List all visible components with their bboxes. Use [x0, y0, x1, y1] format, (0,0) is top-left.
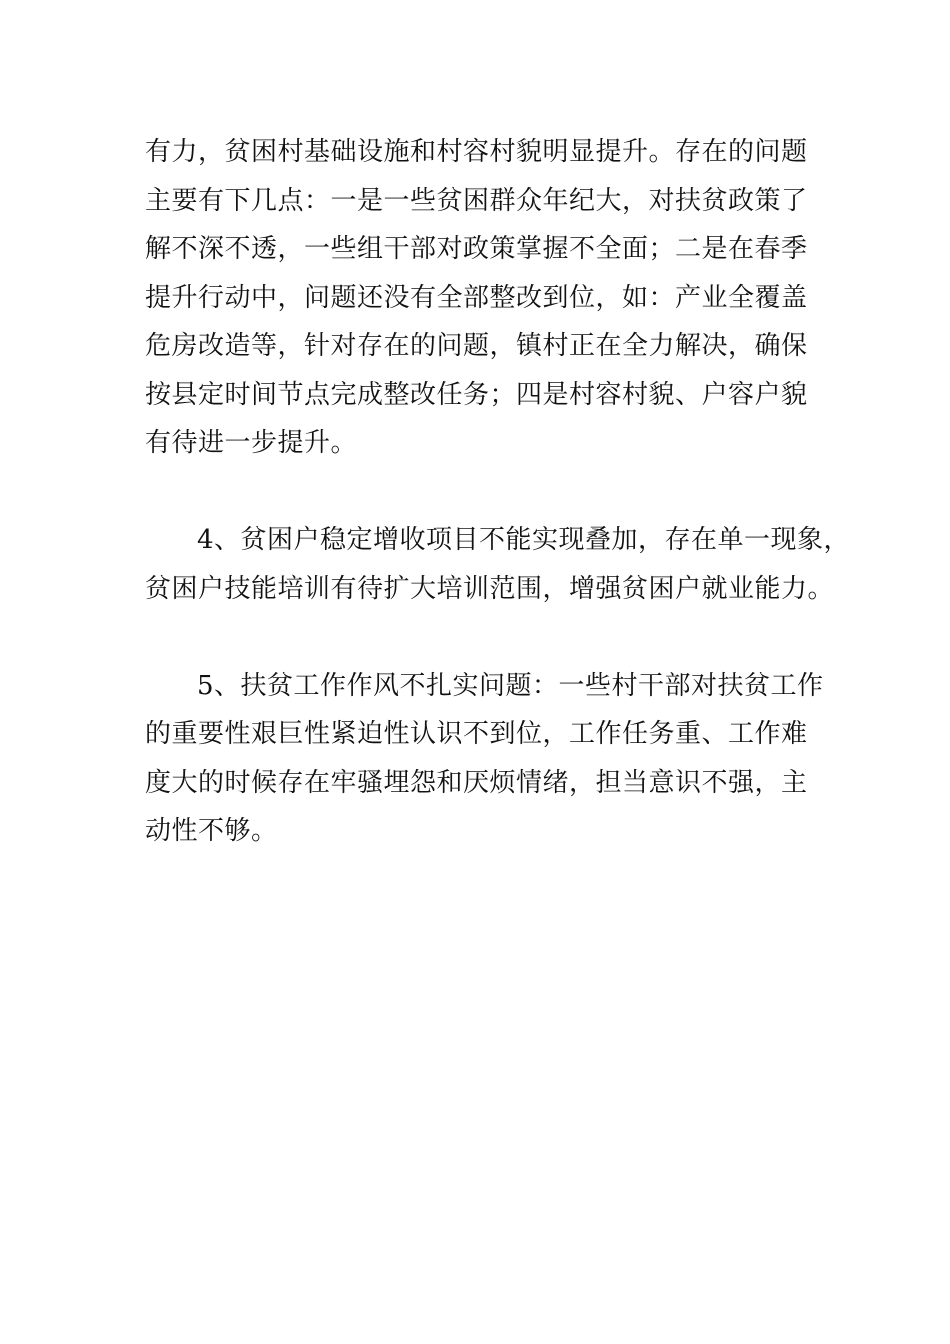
- paragraph-line: 按县定时间节点完成整改任务；四是村容村貌、户容户貌: [145, 379, 808, 410]
- document-body: [145, 128, 851, 856]
- paragraph-spacer: [145, 468, 821, 517]
- paragraph-line: 危房改造等，针对存在的问题，镇村正在全力解决，确保: [145, 331, 808, 361]
- paragraph-line: 4、贫困户稳定增收项目不能实现叠加，存在单一现象，: [197, 525, 851, 555]
- paragraph-line: 的重要性艰巨性紧迫性认识不到位，工作任务重、工作难: [145, 719, 808, 749]
- paragraph-line: 主要有下几点：一是一些贫困群众年纪大，对扶贫政策了: [145, 185, 808, 216]
- paragraph-spacer: [145, 613, 821, 662]
- paragraph-line: 贫困户技能培训有待扩大培训范围，增强贫困户就业能力。: [145, 573, 835, 604]
- paragraph-line: 有力，贫困村基础设施和村容村貌明显提升。存在的问题: [145, 137, 808, 167]
- paragraph-1: [145, 128, 821, 468]
- paragraph-line: 解不深不透，一些组干部对政策掌握不全面；二是在春季: [145, 234, 808, 264]
- paragraph-3: [145, 662, 824, 856]
- paragraph-line: 提升行动中，问题还没有全部整改到位，如：产业全覆盖: [145, 282, 808, 313]
- paragraph-line: 动性不够。: [145, 816, 278, 846]
- paragraph-2: [145, 516, 851, 613]
- paragraph-line: 度大的时候存在牢骚埋怨和厌烦情绪，担当意识不强，主: [145, 767, 808, 798]
- paragraph-line: 5、扶贫工作作风不扎实问题：一些村干部对扶贫工作: [197, 670, 824, 701]
- paragraph-line: 有待进一步提升。: [145, 428, 358, 458]
